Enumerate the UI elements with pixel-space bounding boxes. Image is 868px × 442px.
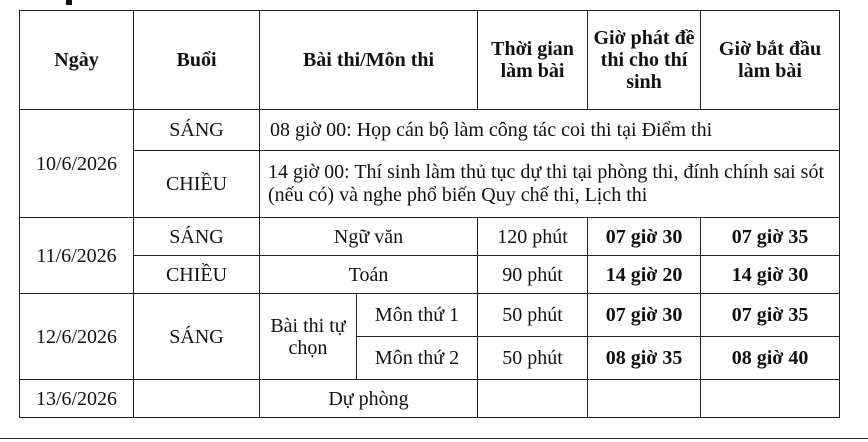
subject-cell: Ngữ văn: [260, 218, 478, 256]
duration-cell: 50 phút: [478, 337, 588, 380]
header-gio-bat-dau: Giờ bắt đầu làm bài: [701, 11, 840, 110]
subject-cell: Dự phòng: [260, 380, 478, 418]
date-cell: 10/6/2026: [20, 110, 134, 218]
notice-cell: 08 giờ 00: Họp cán bộ làm công tác coi thi tại Điểm thi: [260, 110, 840, 151]
subject-cell: Toán: [260, 256, 478, 294]
session-cell: [134, 380, 260, 418]
session-cell: CHIỀU: [134, 151, 260, 218]
duration-cell: 90 phút: [478, 256, 588, 294]
table-row: [20, 380, 840, 418]
table-row: [20, 218, 840, 256]
exam-schedule-table: [19, 10, 840, 418]
header-gio-phat-de: Giờ phát đề thi cho thí sinh: [588, 11, 701, 110]
date-cell: 13/6/2026: [20, 380, 134, 418]
table-row: [20, 110, 840, 151]
header-ngay: Ngày: [20, 11, 134, 110]
table-row: [20, 294, 840, 337]
start-time-cell: 07 giờ 35: [701, 294, 840, 337]
session-cell: CHIỀU: [134, 256, 260, 294]
duration-cell: 50 phút: [478, 294, 588, 337]
subject-cell: Môn thứ 2: [357, 337, 478, 380]
distribute-time-cell: 07 giờ 30: [588, 218, 701, 256]
session-cell: SÁNG: [134, 218, 260, 256]
cropped-heading-fragment: [0, 0, 868, 6]
start-time-cell: [701, 380, 840, 418]
date-cell: 12/6/2026: [20, 294, 134, 380]
header-bai-thi: Bài thi/Môn thi: [260, 11, 478, 110]
start-time-cell: 07 giờ 35: [701, 218, 840, 256]
heading-fragment-mark: [66, 0, 72, 5]
table-row: [20, 256, 840, 294]
start-time-cell: 14 giờ 30: [701, 256, 840, 294]
distribute-time-cell: [588, 380, 701, 418]
start-time-cell: 08 giờ 40: [701, 337, 840, 380]
session-cell: SÁNG: [134, 294, 260, 380]
distribute-time-cell: 08 giờ 35: [588, 337, 701, 380]
distribute-time-cell: 14 giờ 20: [588, 256, 701, 294]
session-cell: SÁNG: [134, 110, 260, 151]
notice-cell: 14 giờ 00: Thí sinh làm thủ tục dự thi tại phòng thi, đính chính sai sót (nếu có) và nghe phổ biến Quy chế thi, Lịch thi: [260, 151, 840, 218]
subject-cell: Môn thứ 1: [357, 294, 478, 337]
subject-group-cell: Bài thi tự chọn: [260, 294, 357, 380]
header-row: [20, 11, 840, 110]
duration-cell: 120 phút: [478, 218, 588, 256]
table-row: [20, 151, 840, 218]
date-cell: 11/6/2026: [20, 218, 134, 294]
header-thoi-gian: Thời gian làm bài: [478, 11, 588, 110]
distribute-time-cell: 07 giờ 30: [588, 294, 701, 337]
header-buoi: Buổi: [134, 11, 260, 110]
page-bottom-divider: [0, 438, 868, 439]
duration-cell: [478, 380, 588, 418]
